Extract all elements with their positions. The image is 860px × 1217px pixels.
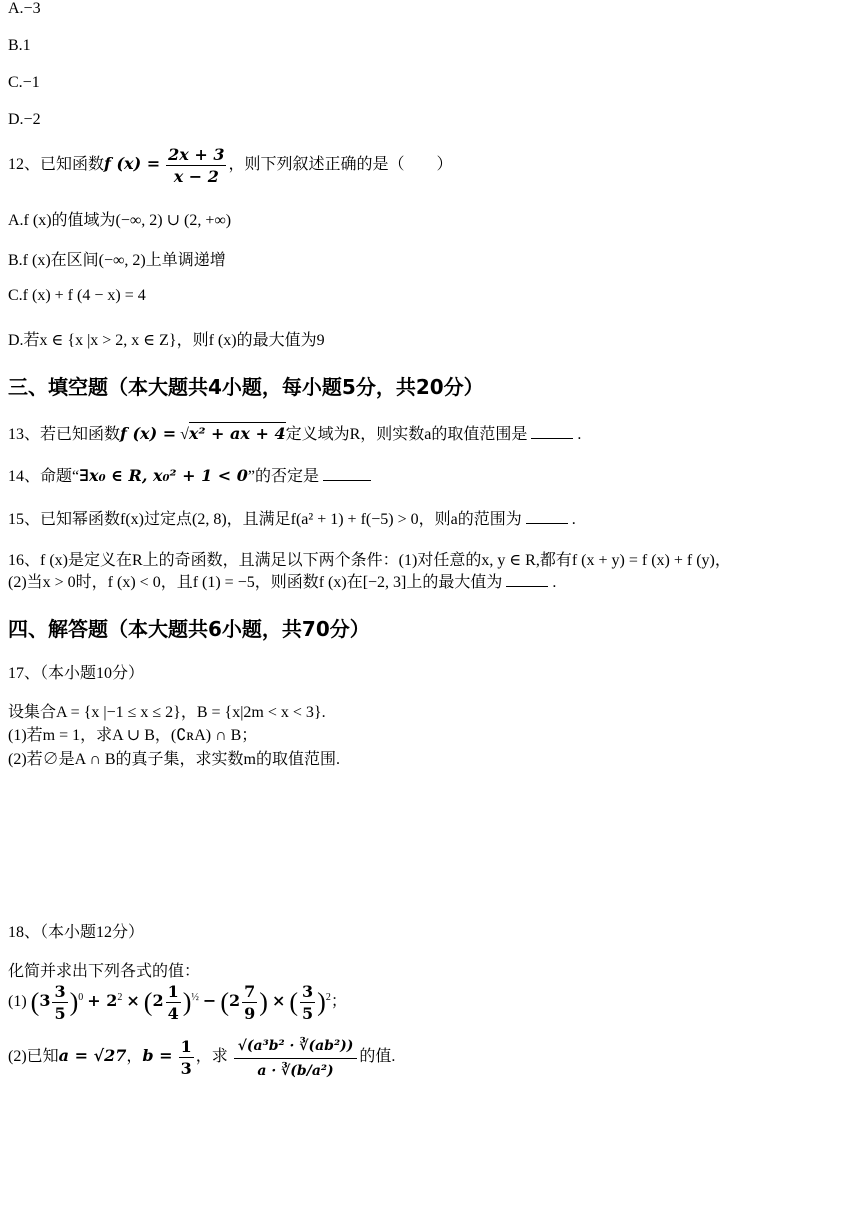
- q14-statement: ∃x₀ ∈ R, x₀² + 1 < 0: [79, 466, 248, 485]
- q16-line-1: 16、f (x)是定义在R上的奇函数，且满足以下两个条件：(1)对任意的x, y ∈ R,都有f (x + y) = f (x) + f (y)，: [8, 552, 731, 569]
- paren-close-icon: ): [182, 987, 192, 1017]
- q18-p1-c-whole: 2: [229, 991, 241, 1011]
- q13-fx: f (x) =: [120, 424, 177, 443]
- q18-p1-a-frac: [52, 982, 67, 1023]
- q15-answer-blank[interactable]: [526, 523, 568, 524]
- q11-option-a: A.−3: [8, 0, 41, 17]
- q18-p2-b-frac: [179, 1037, 194, 1078]
- q18-p2-numerator: √(a³b² · ∛(ab²)): [234, 1036, 358, 1059]
- q12-option-a: A.f (x)的值域为(−∞, 2) ∪ (2, +∞): [8, 212, 232, 229]
- paren-open-icon: (: [220, 987, 229, 1017]
- q14-answer-blank[interactable]: [323, 480, 371, 481]
- q11-option-c: C.−1: [8, 74, 40, 91]
- q18-p2-ask: ，求: [195, 1048, 228, 1066]
- q18-p2-a: a = √27: [58, 1046, 127, 1066]
- q18-p1-c-frac: [242, 982, 257, 1023]
- q18-p2-b-den: 3: [180, 1059, 192, 1078]
- q12-numerator: 2x + 3: [168, 145, 225, 164]
- q12-option-b: B.f (x)在区间(−∞, 2)上单调递增: [8, 252, 226, 269]
- q18-p2-suffix: 的值.: [359, 1048, 396, 1066]
- q12-prefix: 12、已知函数: [8, 156, 105, 174]
- q12-stem: [8, 145, 453, 186]
- q18-p2-b: b =: [142, 1046, 173, 1066]
- q18-p1-b-den: 4: [167, 1004, 179, 1023]
- q18-header: 18、（本小题12分）: [8, 924, 145, 941]
- q14-stem: [8, 463, 375, 486]
- q18-p2-expression: [234, 1036, 358, 1079]
- q12-fx: f (x) =: [104, 154, 161, 174]
- q18-p1-minus: −: [202, 991, 217, 1011]
- q18-p1-a-whole: 3: [39, 991, 51, 1011]
- q12-suffix: ，则下列叙述正确的是（ ）: [228, 156, 453, 174]
- paren-open-icon: (: [143, 987, 153, 1017]
- q12-option-c: C.f (x) + f (4 − x) = 4: [8, 287, 146, 304]
- paren-close-icon: ): [259, 987, 268, 1017]
- q18-p1-a-exp: 0: [78, 991, 84, 1003]
- paren-open-icon: (: [289, 987, 299, 1017]
- q18-p1-a-den: 5: [54, 1004, 66, 1023]
- q16-answer-blank[interactable]: [506, 586, 548, 587]
- q13-radicand: x² + ax + 4: [188, 424, 286, 443]
- q13-suffix: 定义域为R，则实数a的取值范围是: [285, 426, 528, 443]
- q12-fraction: [166, 145, 226, 186]
- q12-option-d: D.若x ∈ {x |x > 2, x ∈ Z}，则f (x)的最大值为9: [8, 332, 325, 349]
- q12-denominator: x − 2: [173, 167, 219, 186]
- q17-header: 17、（本小题10分）: [8, 665, 145, 682]
- q13-prefix: 13、若已知函数: [8, 426, 121, 443]
- q18-p1-d-exp: 2: [325, 991, 331, 1003]
- q18-p1-label: (1): [8, 993, 27, 1011]
- q15-stem: [8, 506, 576, 529]
- q18-p1-b-frac: [166, 982, 181, 1023]
- q18-p1-c-num: 7: [244, 982, 256, 1001]
- q18-p2-b-num: 1: [180, 1037, 192, 1056]
- q18-part-2: [8, 1036, 395, 1079]
- q15-end: .: [571, 511, 576, 528]
- q18-p1-end: ；: [330, 993, 347, 1011]
- q11-option-b: B.1: [8, 37, 31, 54]
- q18-p2-sep: ，: [126, 1048, 143, 1066]
- q17-line-1: 设集合A = {x |−1 ≤ x ≤ 2}，B = {x|2m < x < 3}.: [8, 704, 326, 721]
- q17-line-2: (1)若m = 1，求A ∪ B，(∁ʀA) ∩ B；: [8, 727, 258, 744]
- q18-p1-a-num: 3: [54, 982, 66, 1001]
- q18-p2-prefix: (2)已知: [8, 1048, 59, 1066]
- paren-open-icon: (: [30, 987, 40, 1017]
- q18-p1-d-frac: [300, 982, 315, 1023]
- q16-end: .: [552, 574, 557, 591]
- section-4-title: 四、解答题（本大题共6小题，共70分）: [8, 617, 370, 641]
- q13-answer-blank[interactable]: [531, 438, 573, 439]
- q18-p1-plus: + 2: [87, 991, 118, 1011]
- q18-part-1: [8, 982, 347, 1023]
- paren-close-icon: ): [69, 987, 79, 1017]
- sqrt-icon: √: [180, 426, 189, 443]
- q18-p1-b-num: 1: [167, 982, 179, 1001]
- q13-stem: [8, 421, 581, 444]
- q11-option-d: D.−2: [8, 111, 41, 128]
- section-3-title: 三、填空题（本大题共4小题，每小题5分，共20分）: [8, 375, 484, 399]
- q14-prefix: 14、命题“: [8, 468, 80, 485]
- q16-line-2-text: (2)当x > 0时，f (x) < 0，且f (1) = −5，则函数f (x)在[−2, 3]上的最大值为: [8, 574, 503, 591]
- q18-p1-c-den: 9: [244, 1004, 256, 1023]
- paren-close-icon: ): [317, 987, 326, 1017]
- q18-p2-denominator: a · ∛(b/a²): [257, 1063, 334, 1079]
- q18-p1-times-2: ×: [271, 991, 286, 1011]
- q15-text: 15、已知幂函数f(x)过定点(2, 8)，且满足f(a² + 1) + f(−5) > 0，则a的范围为: [8, 511, 522, 528]
- q13-end: .: [577, 426, 582, 443]
- q18-intro: 化简并求出下列各式的值：: [8, 963, 201, 980]
- q18-p1-b-exp: ½: [191, 991, 199, 1003]
- q16-line-2: [8, 569, 556, 592]
- q18-p1-two-exp: 2: [117, 991, 123, 1003]
- q18-p1-d-den: 5: [302, 1004, 314, 1023]
- q14-suffix: ”的否定是: [247, 468, 320, 485]
- q18-p1-b-whole: 2: [152, 991, 164, 1011]
- q18-p1-times-1: ×: [126, 991, 140, 1011]
- q18-p1-d-num: 3: [302, 982, 314, 1001]
- q17-line-3: (2)若∅是A ∩ B的真子集，求实数m的取值范围.: [8, 751, 341, 768]
